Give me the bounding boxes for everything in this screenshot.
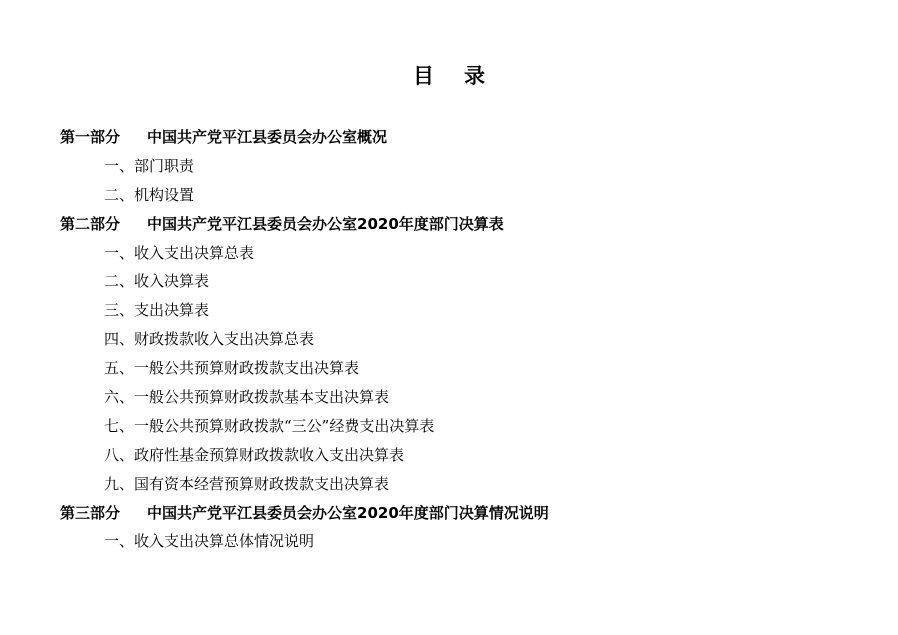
toc-item: 四、财政拨款收入支出决算总表 bbox=[104, 330, 315, 349]
toc-item: 五、一般公共预算财政拨款支出决算表 bbox=[104, 359, 360, 378]
table-of-contents bbox=[60, 123, 860, 556]
toc-item: 一、收入支出决算总表 bbox=[104, 243, 255, 262]
toc-part-3 bbox=[60, 499, 860, 528]
toc-item: 一、部门职责 bbox=[104, 156, 195, 175]
toc-item: 八、政府性基金预算财政拨款收入支出决算表 bbox=[104, 445, 405, 464]
toc-part-2 bbox=[60, 210, 860, 239]
toc-item: 七、一般公共预算财政拨款“三公”经费支出决算表 bbox=[104, 416, 435, 435]
toc-item: 三、支出决算表 bbox=[104, 301, 210, 320]
toc-item: 一、收入支出决算总体情况说明 bbox=[104, 532, 315, 551]
part-label: 第三部分 bbox=[60, 503, 121, 522]
part-title: 中国共产党平江县委员会办公室2020年度部门决算情况说明 bbox=[147, 503, 549, 522]
part-label: 第二部分 bbox=[60, 214, 121, 233]
part-label: 第一部分 bbox=[60, 128, 121, 146]
part-title: 中国共产党平江县委员会办公室2020年度部门决算表 bbox=[147, 214, 504, 233]
part-title: 中国共产党平江县委员会办公室概况 bbox=[147, 128, 388, 146]
toc-item: 九、国有资本经营预算财政拨款支出决算表 bbox=[104, 474, 390, 493]
page-title: 目录 bbox=[413, 64, 515, 88]
toc-item: 二、收入决算表 bbox=[104, 272, 210, 291]
toc-item: 六、一般公共预算财政拨款基本支出决算表 bbox=[104, 388, 390, 407]
toc-part-1 bbox=[60, 123, 860, 152]
toc-item: 二、机构设置 bbox=[104, 185, 195, 204]
